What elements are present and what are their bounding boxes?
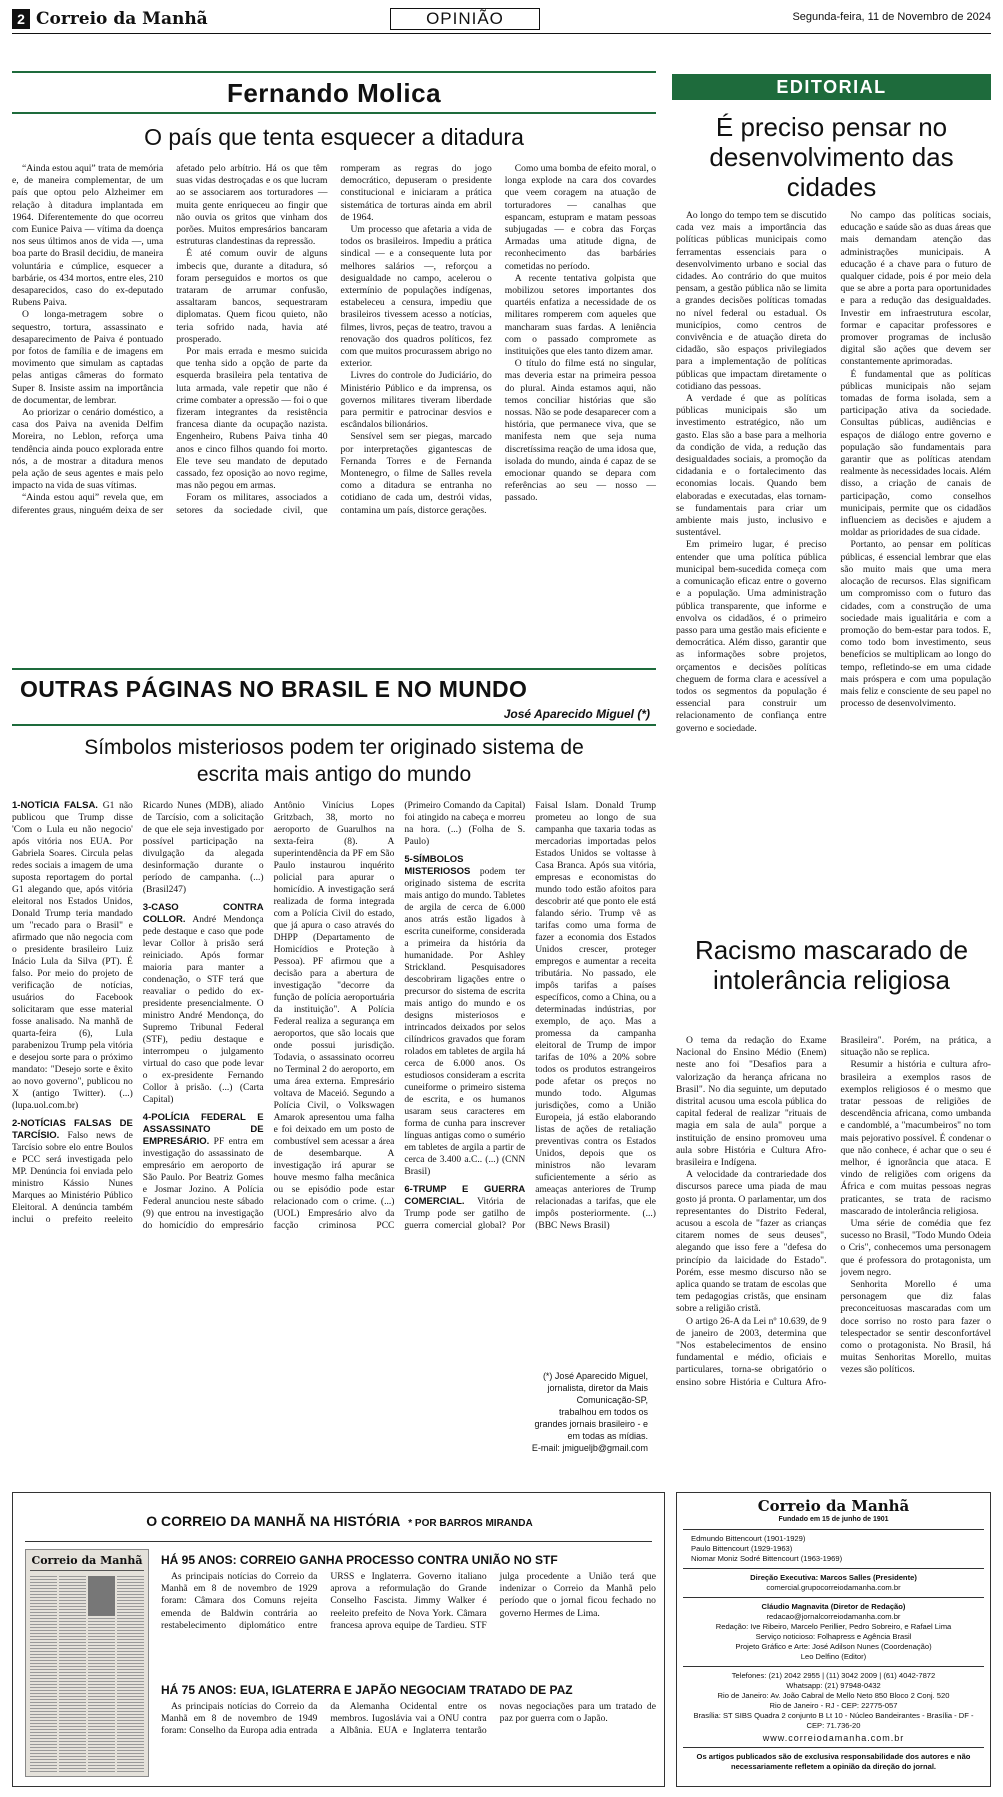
header-date: Segunda-feira, 11 de Novembro de 2024 [792, 11, 991, 23]
news-item [143, 902, 264, 1106]
editorial-paragraph: Portanto, ao pensar em políticas públicas, é essencial lembrar que elas são muito mais que uma mera alocação de recursos. Elas significam um compromisso com o futuro das cidades, com a construção de uma sociedade mais igualitária e com a promoção do bem-estar para todos. E, como todo bom investimento, seus benefícios se multiplicam ao longo do tempo, refletindo-se em uma cidade mais próspera e com uma população mais feliz e consciente de seu papel no processo de desenvolvimento. [840, 539, 991, 710]
racismo-paragraph: O artigo 26-A da Lei nº 10.639, de 9 de janeiro de 2003, determina que "Nos estabelecimentos de ensino fundamental e médio, oficiais e particulares, torna-se obrigatório o ensino sobre História e Cultura Afro-Brasileira". Porém, na prática, a situação não se replica. [676, 1035, 991, 1388]
editorial-line: Serviço noticioso: Folhapress e Agência Brasil [755, 1632, 912, 1641]
column-paragraph: Um processo que afetaria a vida de todos os brasileiros. Impediu a prática sindical — e a consequente luta por melhores salários —, reforçou a desigualdade no campo, acelerou o extermínio de populações indígenas, estabeleceu a censura, impediu que brasileiros tivessem acesso a notícias, filmes, livros, peças de teatro, travou a renovação dos quadros políticos, fez com que muitos procurassem abrigo no exterior. [340, 224, 492, 370]
news-item-body: podem ter originado sistema de escrita mais antigo do mundo. Tabletes de argila de cerca de 6.000 anos atrás estão ligados à escrita cuneiforme, considerada a primeira da história da humanidade. Por Ashley Strickland. Pesquisadores descobriram ligações entre o precursor do sistema de escrita mais antigo do mundo e os designs misteriosos e intrincados deixados por selos cilíndricos gravados que foram rolados em tabletes de argila há cerca de 6.000 anos. Os estudiosos consideram a escrita cuneiforme o primeiro sistema de escrita, e os humanos usaram seus caracteres em forma de cunha para inscrever línguas antigas como o sumério em tabletes de argila a partir de cerca de 3.400 a.C.. (...) (CNN Brasil) [404, 867, 526, 1177]
column-paragraph: Livres do controle do Judiciário, do Ministério Público e da imprensa, os governos militares tiveram liberdade para permitir e patrocinar desvios e escândalos bilionários. [340, 370, 492, 431]
racismo-body [676, 1035, 991, 1447]
contact-line: Brasília: ST SIBS Quadra 2 conjunto B Lt 10 - Núcleo Bandeirantes - Brasília - DF - CEP: 71.736-20 [693, 1711, 974, 1730]
founder-line: Niomar Moniz Sodré Bittencourt (1963-1969) [691, 1554, 843, 1563]
column-paragraph: Sensível sem ser piegas, marcado por interpretações gigantescas de Fernanda Torres e de Fernanda Montenegro, o filme de Salles revela como a ditadura se entranha no cotidiano de cada um, destrói vidas, contamina um país, distorce gerações. [340, 431, 492, 516]
news-item-head: 4-POLÍCIA FEDERAL E ASSASSINATO DE EMPRESÁRIO. [142, 1112, 264, 1147]
historia-item1-paragraph: As principais notícias do Correio da Manhã em 8 de novembro de 1929 foram: Câmara dos Comuns rejeita emenda de Baldwin contrária ao restabelecimento diplomático entre URSS e Inglaterra. Governo italiano aprova a reformulação do Grande Conselho Fascista. Jimmy Walker é reeleito prefeito de Nova York. Câmara francesa aprova equipe de Tardieu. STF julga procedente a União terá que indenizar o Correio da Manhã pelo período que o jornal ficou fechado no governo Hermes de Lima. [161, 1571, 656, 1631]
historia-item1-title: HÁ 95 ANOS: CORREIO GANHA PROCESSO CONTRA UNIÃO NO STF [161, 1553, 558, 1567]
author-note-line: (*) José Aparecido Miguel, [542, 1371, 648, 1381]
column-paragraph: “Ainda estou aqui” revela que, em diferentes graus, ninguém deixa de ser afetado pelo arbítrio. Há os que têm suas vidas destroçadas e os que lucram ao se associarem aos torturadores — muita gente enriqueceu ao fingir que não ouvia os gritos que vinham dos porões. Muitos empresários bancaram estruturas clandestinas da repressão. [12, 163, 328, 516]
column-paragraph: Foram os militares, associados a setores da sociedade civil, que romperam as regras do jogo democrático, depuseram o presidente constitucional e iniciaram a prática sistemática de torturas ainda em abril de 1964. [176, 163, 492, 516]
news-item-head: 6-TRUMP E GUERRA COMERCIAL. [404, 1184, 526, 1207]
page-header [12, 8, 991, 34]
racismo-paragraph: O tema da redação do Exame Nacional do Ensino Médio (Enem) neste ano foi "Desafios para a valorização da herança africana no Brasil". No dia seguinte, um deputado distrital acusou uma escola pública do capital federal de realizar "rituais de magia em sala de aula" porque a instituição de ensino promoveu uma aula sobre História e Cultura Afro-brasileira e Indígena. [676, 1035, 827, 1169]
disclaimer: Os artigos publicados são de exclusiva responsabilidade dos autores e não necessariamente refletem a opinião da direção do jornal. [696, 1752, 971, 1771]
author-note-line: trabalhou em todos os [558, 1407, 648, 1417]
historia-rule [25, 1541, 652, 1542]
expediente-founded: Fundado em 15 de junho de 1901 [778, 1516, 889, 1523]
racismo-paragraph: Senhorita Morello é uma personagem que diz falas preconceituosas mascaradas com um doce sorriso no rosto para fazer o telespectador se sentir desconfortável como o protagonista. No Brasil, há muitas Senhoritas Morello, muitas vezes são políticos. [840, 1279, 991, 1376]
editorial-line: Leo Delfino (Editor) [800, 1652, 867, 1661]
column-paragraph: O longa-metragem sobre o sequestro, tortura, assassinato e desaparecimento de Paiva é pontuado por fotos de família e de imagens em movimento que simulam as captadas pelas antigas câmeras do formato Super 8. Insiste assim na importância de documentar, de lembrar. [12, 309, 164, 406]
historia-heading [13, 1513, 666, 1529]
author-note-line: em todas as mídias. [567, 1431, 648, 1441]
racismo-title: Racismo mascarado de intolerância religiosa [694, 935, 969, 995]
historia-item2-paragraph: As principais notícias do Correio da Manhã em 8 de novembro de 1949 foram: Conselho da Europa adia entrada da Alemanha Ocidental entre os membros. Iugoslávia vai a ONU contra a Albânia. EUA e Inglaterra tentarão novas negociações para um tratado de paz por guerra com o Japão. [161, 1701, 656, 1737]
column-paragraph: O título do filme está no singular, mas deveria estar na primeira pessoa do plural. Ainda estamos aqui, não temos conciliar histórias que são nossas. Não se pode desaparecer com a história, que permanece viva, que se manifesta nem que seja numa discretíssima reação de uma idosa que, isolada do mundo, ainda é capaz de se emocionar quando se depara com referências ao seu — nosso — passado. [504, 358, 656, 504]
news-item-head: 2-NOTÍCIAS FALSAS DE TARCÍSIO. [12, 1118, 133, 1141]
historic-front-page-thumbnail [25, 1549, 149, 1777]
column-paragraph: É até comum ouvir de alguns imbecis que, durante a ditadura, só foram perseguidos e mortos os que trataram de arrumar confusão, assaltaram bancos, sequestraram diplomatas. Quem ficou quieto, não teria sofrido nada, havia até prosperado. [176, 248, 328, 345]
outras-title: Símbolos misteriosos podem ter originado sistema de escrita mais antigo do mundo [84, 736, 584, 786]
author-email[interactable]: E-mail: jmigueljb@gmail.com [531, 1443, 648, 1453]
racismo-paragraph: Uma série de comédia que fez sucesso no Brasil, "Todo Mundo Odeia o Cris", conhecemos uma personagem que é professora do protagonista, um jovem negro. [840, 1218, 991, 1278]
column-body [12, 163, 656, 657]
news-item-body: PF entra em investigação do assassinato de empresário em aeroporto de São Paulo. Por Beatriz Gomes e Josmar Jozino. A Polícia Federal anunciou neste sábado (9) que entrou na investigação do homicídio do empresário Antônio Vinícius Lopes Gritzbach, 38, morto no aeroporto de Guarulhos na sexta-feira (8). A superintendência da PF em São Paulo instaurou inquérito policial para apurar o homicídio. A investigação será realizada de forma integrada com a Polícia Civil do estado, que já apura o caso através do DHPP (Departamento de Homicídios e Proteção à Pessoa). PF afirmou que a decisão para a abertura de investigação "decorre da função de polícia aeroportuária da instituição". A Polícia Federal realiza a segurança em aeroportos, que são locais que onde possui jurisdição. Todavia, o assassinato ocorreu no Terminal 2 do aeroporto, em uma área externa. Empresário voltava de Maceió. Segundo a Polícia Civil, o Volkswagen Amarok apresentou uma falha e foi deixado em um posto de combustível sem acessar a área de desembarque. A investigação irá apurar se houve mesmo falha mecânica ou se episódio pode estar relacionado com o crime. (...) (UOL) Empresário alvo da facção criminosa PCC (Primeiro Comando da Capital) foi atingido na cabeça e morreu na hora. (...) (Folha de S. Paulo) [142, 801, 526, 1231]
racismo-paragraph: A velocidade da contrariedade dos discursos parece uma piada de mau gosto já pronta. O parlamentar, um dos representantes do Distrito Federal, acusou a escola de "fazer as crianças citarem nomes de seus deuses", alegando que isso fere a "defesa do princípio da laicidade do Estado". Porém, esse mesmo discurso não se aplica quando se tratam de escolas que tem pedagogias cristãs, que ensinam sobre a religião cristã. [676, 1169, 827, 1315]
column-paragraph: Ao priorizar o cenário doméstico, a casa dos Paiva na avenida Delfim Moreira, no Leblon, reforça uma tendência ainda pouco explorada entre nós, a de mostrar a ditadura menos pela ação de seus agentes e mais pelo impacto na vida de suas vítimas. [12, 407, 164, 492]
editorial-line: Redação: Ive Ribeiro, Marcelo Perillier, Pedro Sobreiro, e Rafael Lima [715, 1622, 952, 1631]
historia-item2-text [161, 1701, 656, 1777]
redacao-email[interactable]: redacao@jornalcorreiodamanha.com.br [766, 1612, 901, 1621]
outras-author: José Aparecido Miguel (*) [503, 707, 650, 721]
editorial-line: Cláudio Magnavita (Diretor de Redação) [761, 1602, 906, 1611]
editorial-paragraph: É fundamental que as políticas públicas municipais não sejam tomadas de forma isolada, sem a participação ativa da sociedade. Consultas públicas, audiências e espaços de diálogo entre governo e população são fundamentais para garantir que as políticas atendam realmente às necessidades locais. Além disso, a criação de canais de participação, como conselhos municipais, permite que os cidadãos influenciem as decisões e ajudem a moldar as prioridades de sua cidade. [840, 368, 991, 539]
column-paragraph: A recente tentativa golpista que mobilizou setores importantes dos quartéis enfatiza a necessidade de os militares romperem com aqueles que mancharam suas fardas. A leniência com o passado compromete as instituições que eles tanto dizem amar. [504, 272, 656, 358]
historia-byline: * POR BARROS MIRANDA [408, 1518, 533, 1529]
contact-line: Rio de Janeiro - RJ - CEP: 22775-057 [769, 1701, 898, 1710]
author-note-line: grandes jornais brasileiro - e [534, 1419, 648, 1429]
editorial-paragraph: Em primeiro lugar, é preciso entender que uma política pública municipal bem-sucedida começa com a comunicação eficaz entre o governo e a população. Uma administração pública transparente, que informe e envolva os cidadãos, é o primeiro passo para uma gestão mais eficiente e democrática. Além disso, garantir que as informações sobre projetos, orçamentos e decisões políticas cheguem de forma clara e acessível a todos os segmentos da população é essencial para construir um relacionamento de confiança entre governo e sociedade. [676, 539, 827, 734]
header-rule [12, 33, 991, 34]
column-title: O país que tenta esquecer a ditadura [144, 124, 524, 150]
editorial-label: EDITORIAL [672, 74, 991, 100]
column-top-rule [12, 71, 656, 73]
column-author: Fernando Molica [226, 78, 442, 108]
column-author-rule [12, 112, 656, 114]
historia-box [12, 1492, 665, 1787]
news-item [12, 800, 133, 1112]
editorial-paragraph: No campo das políticas sociais, educação e saúde são as duas áreas que mais demandam atenção das administrações municipais. A educação é a chave para o futuro de qualquer cidade, pois é por meio dela que se abre a porta para oportunidades e para a redução das desigualdades. Investir em infraestrutura escolar, formar e capacitar professores e promover programas de inclusão digital são ações que devem ser constantemente aprimoradas. [840, 210, 991, 368]
outras-section-title: OUTRAS PÁGINAS NO BRASIL E NO MUNDO [20, 676, 528, 702]
column-paragraph: Como uma bomba de efeito moral, o longa explode na cara dos covardes que veem coragem na atuação de torturadores — canalhas que espancam, estupram e matam pessoas subjugadas — e cobra das Forças Armadas uma atitude digna, de reconhecimento das barbáries cometidas no período. [504, 163, 656, 272]
news-item-head: 3-CASO CONTRA COLLOR. [142, 902, 264, 925]
news-item [404, 854, 525, 1178]
historia-item1-text [161, 1571, 656, 1671]
news-item-body: André Mendonça pede destaque e caso que pode levar Collor à prisão será reiniciado. Após formar maioria para manter a condenação, o STF terá que reavaliar o pedido do ex-presidente presencialmente. O ministro André Mendonça, do Supremo Tribunal Federal (STF), pediu destaque e interrompeu o julgamento virtual do caso que pode levar o ex-presidente Fernando Collor à prisão. (...) (Carta Capital) [142, 915, 264, 1105]
contact-line: Rio de Janeiro: Av. João Cabral de Mello Neto 850 Bloco 2 Conj. 520 [717, 1691, 950, 1700]
contact-line: Telefones: (21) 2042 2955 | (11) 3042 2009 | (61) 4042-7872 [731, 1671, 936, 1680]
outras-author-rule [12, 724, 656, 726]
outras-body [12, 800, 656, 1450]
news-item-head: 5-SÍMBOLOS MISTERIOSOS [404, 854, 471, 877]
expediente [676, 1492, 991, 1787]
expediente-masthead: Correio da Manhã [757, 1497, 910, 1515]
commercial-link[interactable]: comercial.grupocorreiodamanha.com.br [766, 1583, 901, 1592]
news-item-body: Vitória de Trump pode ser gatilho de guerra comercial global? Por Faisal Islam. Donald Trump prometeu ao longo de sua campanha que taxaria todas as mercadorias importadas pelos Estados Unidos se voltasse à Casa Branca. Após sua vitória, empresas e economistas do mundo todo estão afoitos para descobrir até que ponto ele está falando sério. Trump vê as tarifas como uma forma de fazer a economia dos Estados Unidos crescer, proteger empregos e aumentar a receita tributária. No passado, ele impôs tarifas a países específicos, como a China, ou a determinadas indústrias, por exemplo, de aço. Mas a promessa da campanha eleitoral de Trump de impor tarifas de 10% a 20% sobre todos os produtos estrangeiros pode afetar os preços no mundo todo. Algumas jurisdições, como a União Europeia, já estão elaborando listas de ações de retaliação preventivas contra os Estados Unidos, depois que os ministros não levaram suficientemente a sério as ameaças anteriores de Trump relacionadas a tarifas, que ele impôs posteriormente. (...) (BBC News Brasil) [404, 801, 656, 1231]
founder-line: Paulo Bittencourt (1929-1963) [691, 1544, 793, 1553]
thumb-masthead: Correio da Manhã [31, 1554, 143, 1567]
editorial-paragraph: Ao longo do tempo tem se discutido cada vez mais a importância das políticas públicas municipais como ferramentas essenciais para o desenvolvimento urbano e social das cidades. Ao contrário do que muitos pensam, a gestão pública não se limita a grandes decisões políticas tomadas no nível federal ou estadual. Os municípios, como centros de convivência e de atuação direta do cidadão, são espaços privilegiados para a implementação de políticas públicas que impactam diretamente o cotidiano das pessoas. [676, 210, 827, 392]
paper-name: Correio da Manhã [36, 9, 208, 29]
column-paragraph: Por mais errada e mesmo suicida que tenha sido a opção de parte da esquerda brasileira pela tentativa de luta armada, vale repetir que não é crime combater a opressão — foi o que fizeram integrantes da resistência francesa diante da ocupação nazista. Engenheiro, Rubens Paiva tinha 40 anos e cinco filhos quando foi morto. Ele teve seu mandato de deputado cassado, fez oposição ao novo regime, mas não pegou em armas. [176, 346, 328, 492]
author-note-line: jornalista, diretor da Mais [547, 1383, 648, 1393]
news-item-body: Falso news de Tarcísio sobre elo entre Boulos e PCC será investigada pelo MP. Denúncia foi enviada pelo ministro Kássio Nunes Marques ao Ministério Público Eleitoral. A denúncia também inclui o prefeito reeleito Ricardo Nunes (MDB), aliado de Tarcísio, com a solicitação de que ele seja investigado por possível participação na divulgação da alegada desinformação durante o período de campanha. (...) (Brasil247) [12, 801, 264, 1225]
editorial-title: É preciso pensar no desenvolvimento das cidades [709, 112, 954, 202]
historia-item2-title: HÁ 75 ANOS: EUA, IGLATERRA E JAPÃO NEGOCIAM TRATADO DE PAZ [161, 1683, 573, 1697]
news-item-body: G1 não publicou que Trump disse 'Com o Lula eu não negocio' após vitória nos EUA. Por Gabriela Soares. Circula pelas redes sociais a imagem de uma suposta reportagem do portal G1 alegando que, após vitória eleitoral nos Estados Unidos, Donald Trump teria mandado um "recado para o Brasil" e afirmado que não negocia com o presidente brasileiro Luiz Inácio Lula da Silva (PT). É falso. Por meio do projeto de verificação de notícias, usuários do Facebook solicitaram que esse material fosse analisado. Na manhã de quarta-feira (6), Lula parabenizou Trump pela vitória e desejou sorte para o próximo mandato: "Desejo sorte e êxito ao novo governo", publicou no X (antigo Twitter). (...) (lupa.uol.com.br) [12, 801, 133, 1111]
racismo-paragraph: Resumir a história e cultura afro-brasileira a exemplos rasos de exemplos religiosos é o mesmo que tratar pessoas de religiões de descendência africana, como umbanda e candomblé, a "macumbeiros" no tom mais pejorativo possível. É condenar o que não conhece, é achar que o seu é melhor, é ignorância que ataca. E vindo de religiões com origens da África e com muitas pessoas negras praticantes, se trata de racismo mascarado de intolerância religiosa. [840, 1059, 991, 1217]
author-note [520, 1370, 648, 1454]
author-note-line: Comunicação-SP, [576, 1395, 648, 1405]
editorial-paragraph: A verdade é que as políticas públicas municipais são um investimento estratégico, não um gasto. Elas são a base para a melhoria da condição de vida, a redução das desigualdades sociais, a promoção da cidadania e o fortalecimento das economias locais. Quando bem elaboradas e executadas, elas tornam-se fundamentais para criar um ambiente mais justo, inclusivo e sustentável. [676, 393, 827, 539]
page-number: 2 [12, 9, 30, 29]
contact-line: Whatsapp: (21) 97948-0432 [786, 1681, 881, 1690]
editorial-line: Projeto Gráfico e Arte: José Adilson Nunes (Coordenação) [735, 1642, 932, 1651]
section-label: OPINIÃO [390, 8, 540, 30]
column-paragraph: “Ainda estou aqui” trata de memória e, de maneira complementar, de um país que optou pelo Alzheimer em relação à ditadura implantada em 1964. Diferentemente do que ocorreu com Eunice Paiva — vítima da doença nos seus últimos anos de vida —, uma boa parte do Brasil decidiu, de maneira voluntária e cúmplice, esquecer a barbárie, os 434 mortos, entre eles, 210 desaparecidos, caso do ex-deputado Rubens Paiva. [12, 163, 164, 309]
website-link[interactable]: www.correiodamanha.com.br [762, 1733, 905, 1743]
editorial-body [676, 210, 991, 834]
historia-title: O CORREIO DA MANHÃ NA HISTÓRIA [146, 1513, 401, 1529]
founder-line: Edmundo Bittencourt (1901-1929) [691, 1534, 806, 1543]
news-item-head: 1-NOTÍCIA FALSA. [12, 800, 98, 811]
outras-top-rule [12, 668, 656, 670]
direction-line: Direção Executiva: Marcos Salles (Presidente) [750, 1573, 917, 1582]
